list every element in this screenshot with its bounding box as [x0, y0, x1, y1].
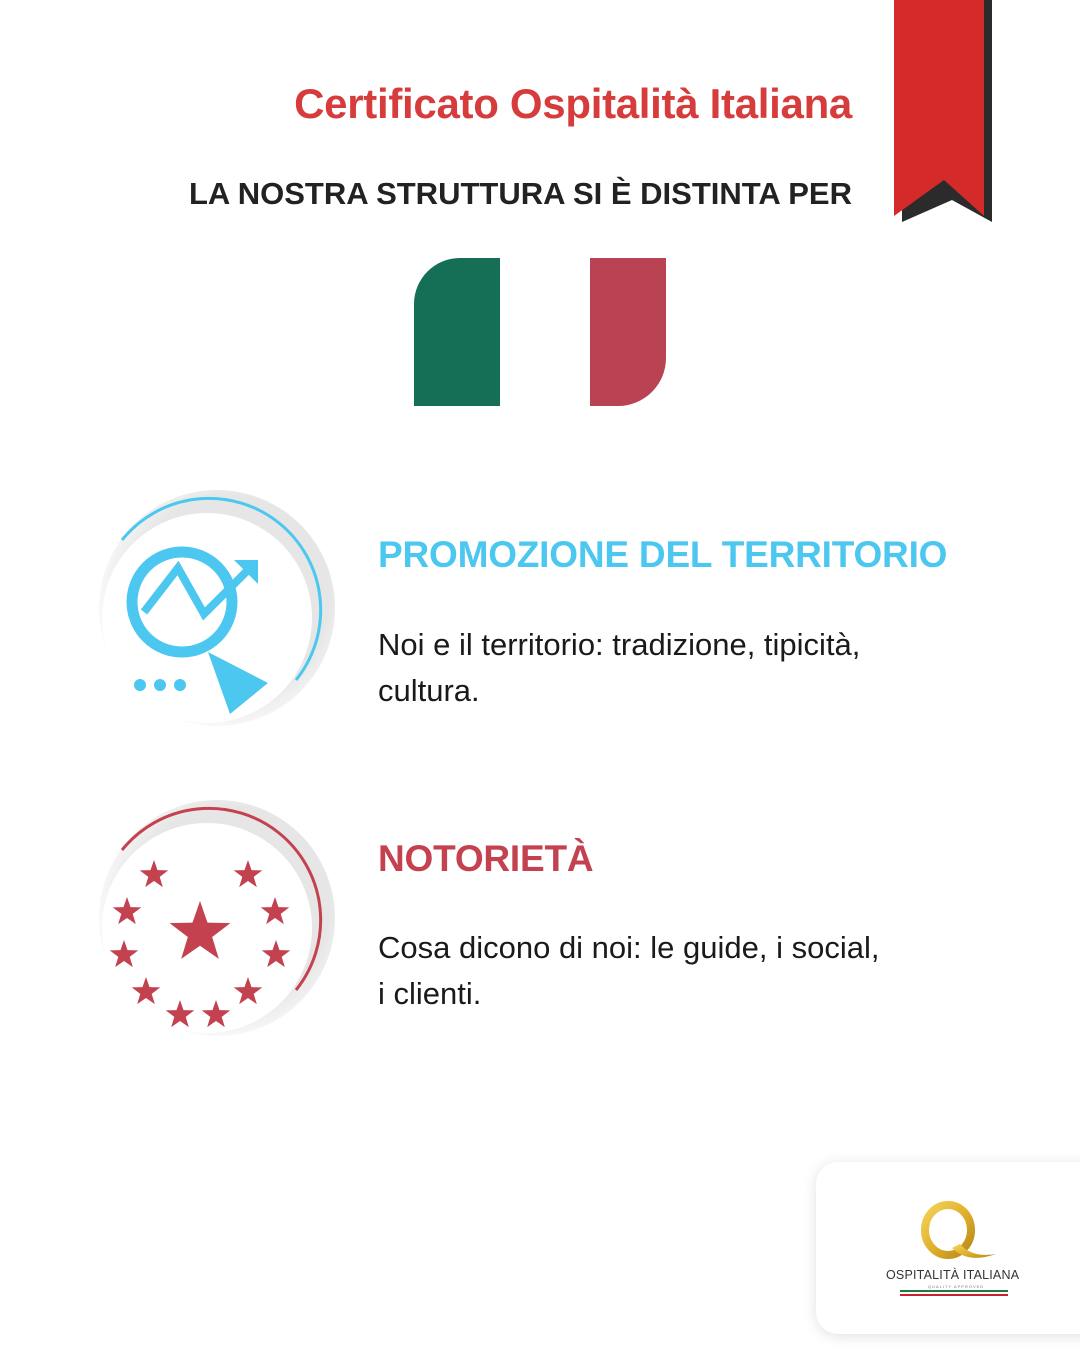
feature-description-promotion: [378, 622, 978, 714]
description-line: Cosa dicono di noi: le guide, i social,: [378, 930, 880, 965]
quality-q-logo: [876, 1198, 996, 1270]
feature-title-notoriety: NOTORIETÀ: [378, 838, 594, 879]
italian-flag-icon: [414, 258, 666, 406]
page-subtitle: LA NOSTRA STRUTTURA SI È DISTINTA PER: [188, 176, 852, 211]
ribbon-bookmark-icon: [894, 0, 994, 226]
description-line: i clienti.: [378, 976, 482, 1011]
stars-circle-icon: [82, 800, 342, 1050]
tricolor-stripes: [900, 1290, 1008, 1296]
magnifier-growth-icon: [82, 490, 342, 740]
description-line: cultura.: [378, 673, 480, 708]
feature-title-promotion: PROMOZIONE DEL TERRITORIO: [378, 534, 948, 575]
logo-card: [816, 1162, 1080, 1334]
page-title: Certificato Ospitalità Italiana: [294, 80, 852, 127]
logo-tagline: QUALITY APPROVED: [928, 1284, 985, 1289]
feature-description-notoriety: [378, 925, 978, 1017]
logo-brand-name: OSPITALITÀ ITALIANA: [886, 1268, 1020, 1282]
description-line: Noi e il territorio: tradizione, tipicità,: [378, 627, 861, 662]
